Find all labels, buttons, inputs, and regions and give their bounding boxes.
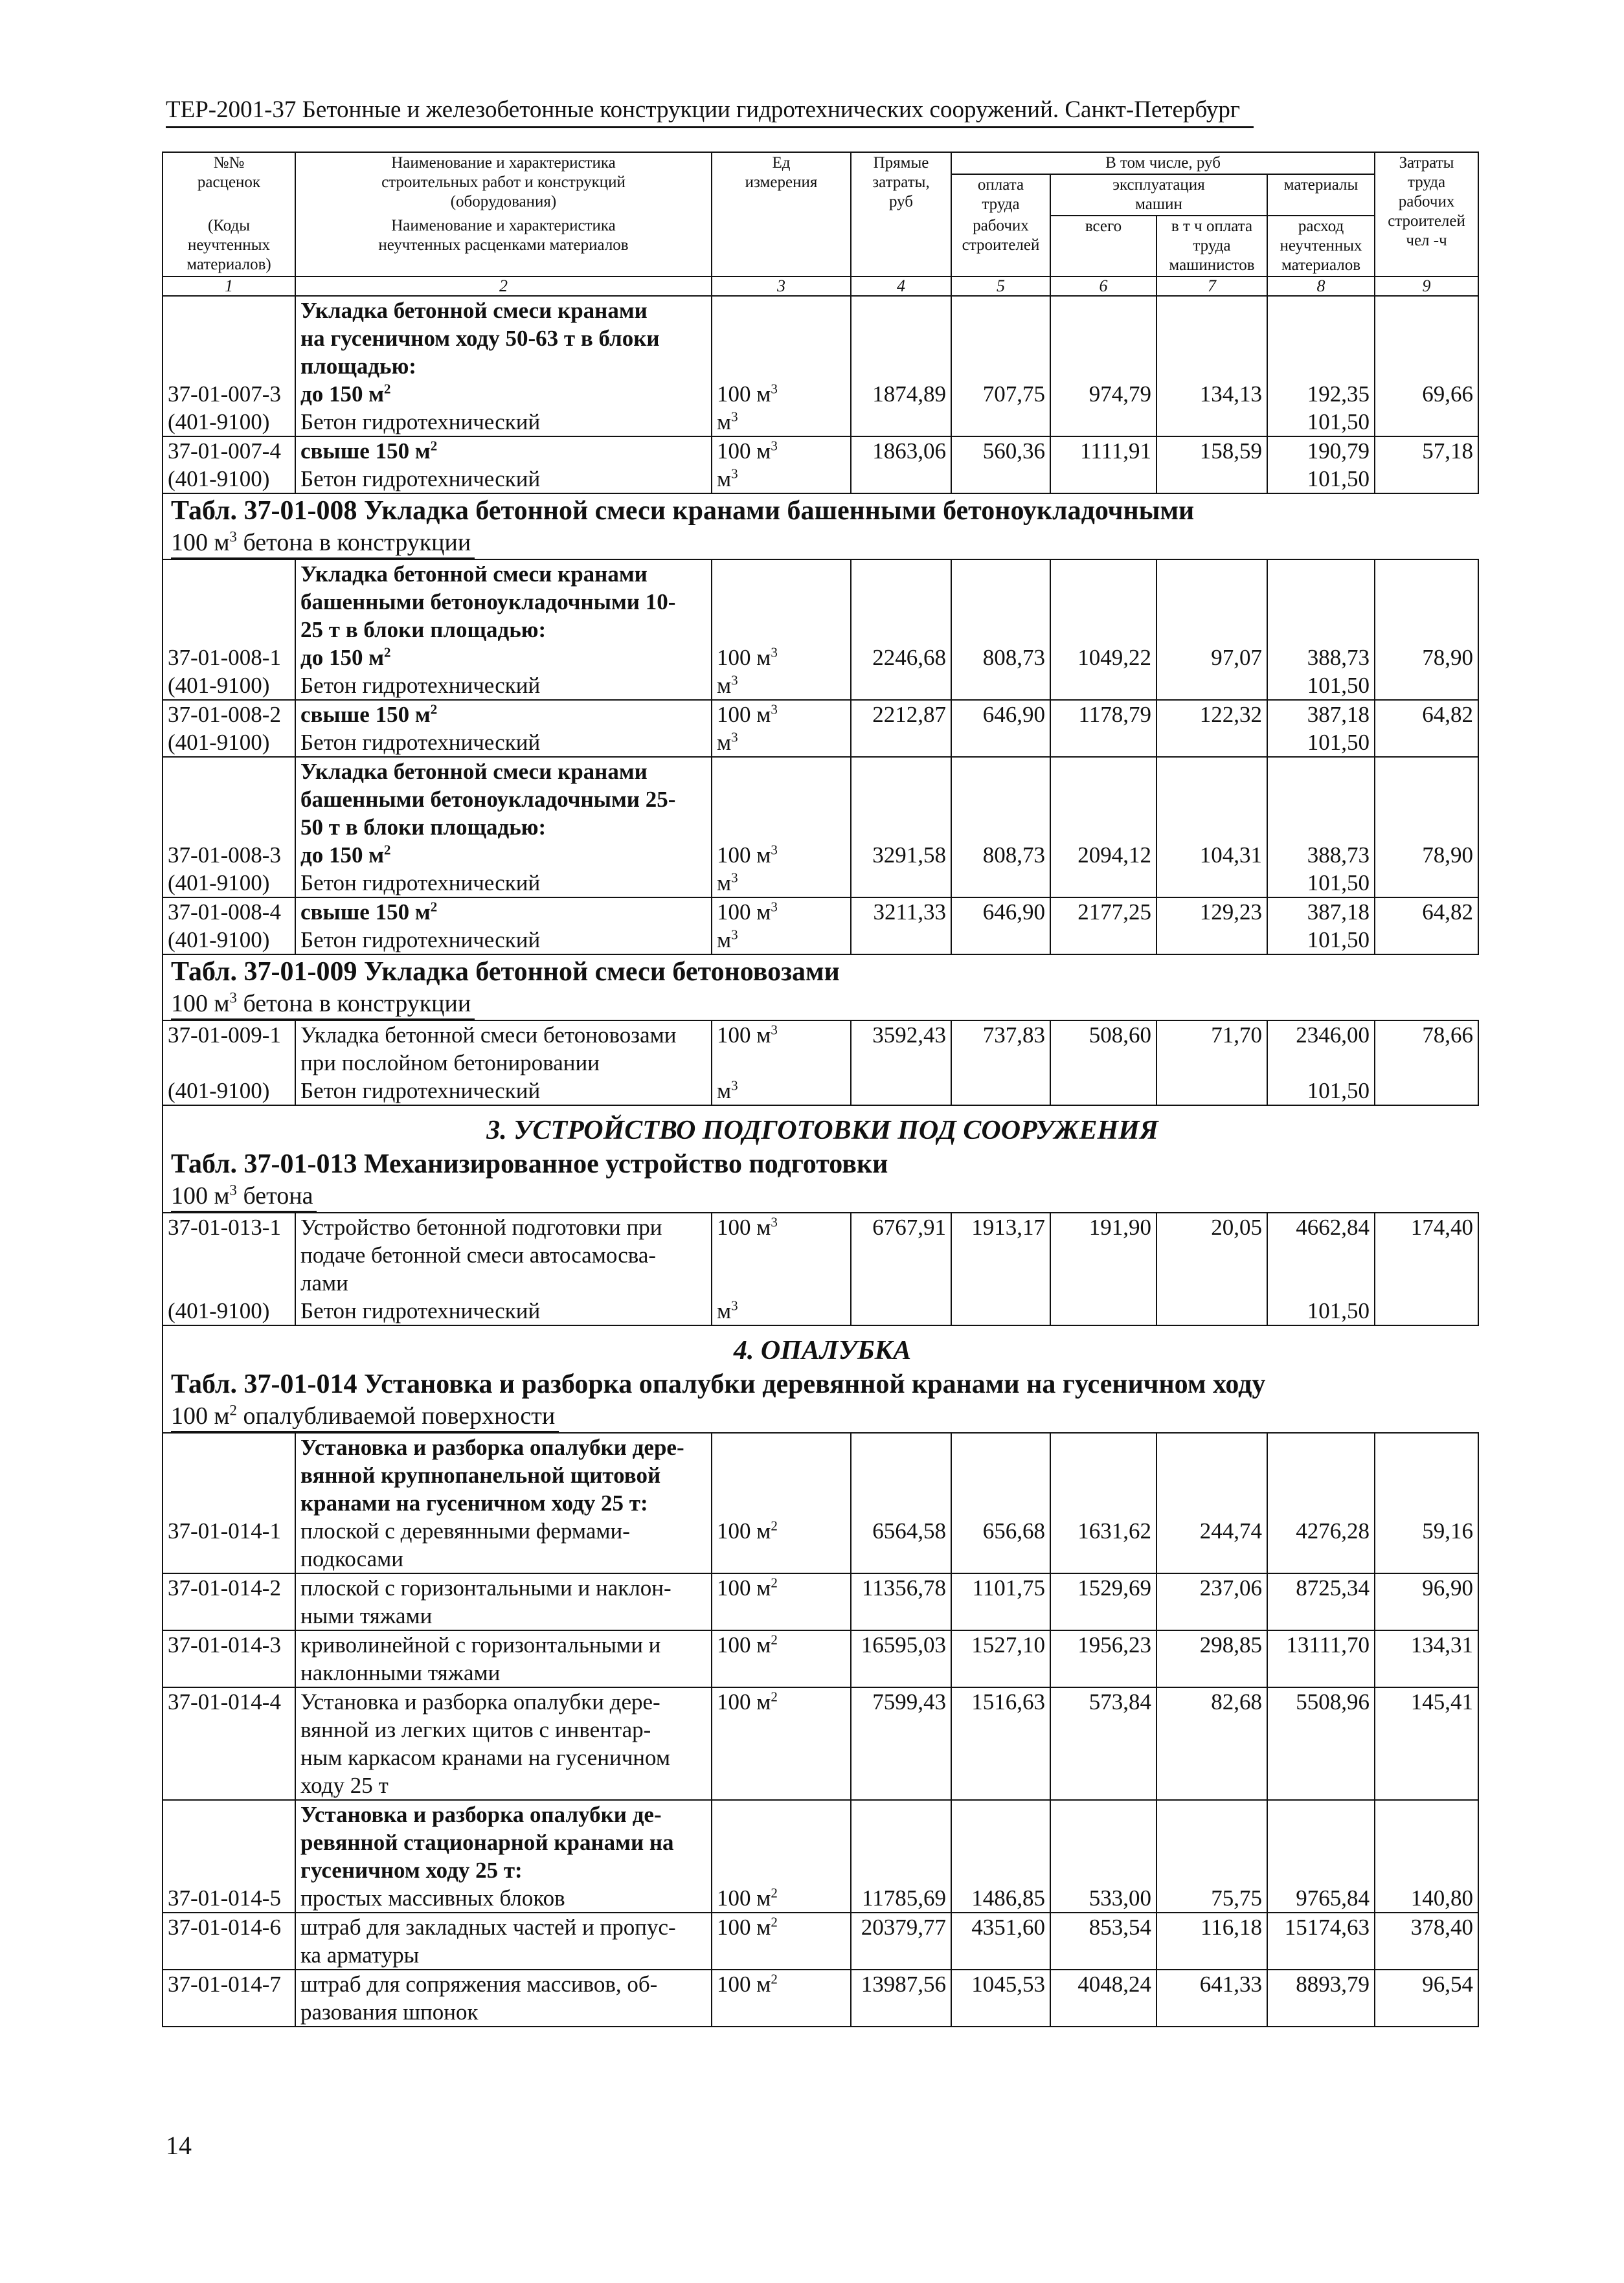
rate-code: 37-01-009-1 xyxy=(163,1020,295,1077)
col6-header: всего xyxy=(1050,216,1156,276)
rate-code: 37-01-008-2 xyxy=(163,700,295,728)
table-title: Табл. 37-01-008 Укладка бетонной смеси кранами башенными бетоноукладочными xyxy=(163,493,1478,528)
table-row xyxy=(163,1884,1478,1913)
materials: 4276,28 xyxy=(1267,1517,1375,1573)
rate-code: 37-01-008-3 xyxy=(163,841,295,869)
material-code: (401-9100) xyxy=(163,671,295,700)
labor-pay: 1486,85 xyxy=(951,1884,1050,1913)
machinist-pay: 104,31 xyxy=(1156,841,1267,869)
unit: $м^3$ xyxy=(712,465,851,493)
material-name: Бетон гидротехнический xyxy=(295,728,712,757)
direct-costs: 7599,43 xyxy=(851,1687,951,1800)
labor-pay: 1101,75 xyxy=(951,1573,1050,1630)
labor-pay: 4351,60 xyxy=(951,1913,1050,1970)
machinist-pay: 82,68 xyxy=(1156,1687,1267,1800)
table-row xyxy=(163,1913,1478,1970)
machinist-pay: 97,07 xyxy=(1156,644,1267,671)
rate-code: 37-01-014-7 xyxy=(163,1970,295,2027)
rates-table-wrapper xyxy=(162,152,1478,2027)
labor-hours: 64,82 xyxy=(1375,700,1478,728)
labor-hours: 64,82 xyxy=(1375,897,1478,926)
unit: $м^3$ xyxy=(712,869,851,897)
unit: 100 $м^3$ xyxy=(712,1020,851,1077)
material-name: Бетон гидротехнический xyxy=(295,671,712,700)
rate-code: 37-01-007-4 xyxy=(163,436,295,465)
labor-hours: 174,40 xyxy=(1375,1213,1478,1297)
labor-hours: 78,90 xyxy=(1375,644,1478,671)
labor-hours: 57,18 xyxy=(1375,436,1478,465)
material-code: (401-9100) xyxy=(163,728,295,757)
col4-header: Прямые затраты, руб xyxy=(851,152,951,276)
materials: 190,79 xyxy=(1267,436,1375,465)
machines-total: 191,90 xyxy=(1050,1213,1156,1297)
rate-code: 37-01-007-3 xyxy=(163,380,295,408)
table-row xyxy=(163,436,1478,465)
rate-name: плоской с деревянными фермами- подкосами xyxy=(295,1517,712,1573)
labor-pay: 560,36 xyxy=(951,436,1050,465)
unit: $м^3$ xyxy=(712,1077,851,1105)
machines-total: 2094,12 xyxy=(1050,841,1156,869)
materials: 387,18 xyxy=(1267,700,1375,728)
unit: 100 $м^3$ xyxy=(712,436,851,465)
rate-name: свыше 150 $м^2$ xyxy=(295,897,712,926)
section-row xyxy=(163,1325,1478,1367)
col1-header-bottom: (Коды неучтенных материалов) xyxy=(163,216,295,276)
column-number-row xyxy=(163,276,1478,296)
table-row xyxy=(163,1800,1478,1884)
direct-costs: 2246,68 xyxy=(851,644,951,671)
material-qty: 101,50 xyxy=(1267,465,1375,493)
table-subtitle-row xyxy=(163,1181,1478,1213)
rate-name: до 150 $м^2$ xyxy=(295,841,712,869)
table-row xyxy=(163,1213,1478,1297)
table-row xyxy=(163,380,1478,408)
machines-total: 1049,22 xyxy=(1050,644,1156,671)
direct-costs: 1863,06 xyxy=(851,436,951,465)
table-row xyxy=(163,1573,1478,1630)
machines-total: 1631,62 xyxy=(1050,1517,1156,1573)
rate-name: Устройство бетонной подготовки при подаче бетонной смеси автосамосва- лами xyxy=(295,1213,712,1297)
machines-total: 1178,79 xyxy=(1050,700,1156,728)
direct-costs: 6564,58 xyxy=(851,1517,951,1573)
labor-pay: 1516,63 xyxy=(951,1687,1050,1800)
table-title: Табл. 37-01-009 Укладка бетонной смеси бетоновозами xyxy=(163,954,1478,989)
table-title-row xyxy=(163,1367,1478,1401)
direct-costs: 11785,69 xyxy=(851,1884,951,1913)
labor-pay: 1913,17 xyxy=(951,1213,1050,1297)
col-num: 7 xyxy=(1156,276,1267,296)
group-heading: Установка и разборка опалубки де- ревянной стационарной кранами на гусеничном ходу 25 т: xyxy=(295,1800,712,1884)
materials: 388,73 xyxy=(1267,644,1375,671)
labor-pay: 1527,10 xyxy=(951,1630,1050,1687)
table-subtitle-row xyxy=(163,528,1478,559)
labor-pay: 707,75 xyxy=(951,380,1050,408)
labor-hours: 378,40 xyxy=(1375,1913,1478,1970)
materials: 387,18 xyxy=(1267,897,1375,926)
direct-costs: 20379,77 xyxy=(851,1913,951,1970)
rate-name: плоской с горизонтальными и наклон- ными тяжами xyxy=(295,1573,712,1630)
group-heading: Укладка бетонной смеси кранами башенными бетоноукладочными 25- 50 т в блоки площадью: xyxy=(295,757,712,841)
materials: 9765,84 xyxy=(1267,1884,1375,1913)
table-row xyxy=(163,1433,1478,1517)
unit: 100 $м^2$ xyxy=(712,1517,851,1573)
table-title: Табл. 37-01-013 Механизированное устройство подготовки xyxy=(163,1147,1478,1181)
machines-total: 2177,25 xyxy=(1050,897,1156,926)
labor-pay: 656,68 xyxy=(951,1517,1050,1573)
col-num: 3 xyxy=(712,276,851,296)
table-row xyxy=(163,296,1478,380)
unit: 100 $м^3$ xyxy=(712,1213,851,1297)
rates-table xyxy=(162,152,1479,2027)
material-row xyxy=(163,1077,1478,1105)
material-name: Бетон гидротехнический xyxy=(295,1077,712,1105)
col-num: 2 xyxy=(295,276,712,296)
material-qty: 101,50 xyxy=(1267,1077,1375,1105)
rate-name: криволинейной с горизонтальными и наклонными тяжами xyxy=(295,1630,712,1687)
table-row xyxy=(163,897,1478,926)
material-row xyxy=(163,1297,1478,1325)
table-subtitle: 100 $м^3$ бетона xyxy=(163,1181,1478,1213)
unit: 100 $м^3$ xyxy=(712,897,851,926)
col-num: 6 xyxy=(1050,276,1156,296)
unit: 100 $м^2$ xyxy=(712,1970,851,2027)
table-subtitle: 100 $м^3$ бетона в конструкции xyxy=(163,528,1478,559)
section-row xyxy=(163,1105,1478,1147)
machines-total: 1956,23 xyxy=(1050,1630,1156,1687)
direct-costs: 2212,87 xyxy=(851,700,951,728)
table-row xyxy=(163,559,1478,644)
col67-header-top: эксплуатация машин xyxy=(1050,174,1267,216)
rate-code: 37-01-014-4 xyxy=(163,1687,295,1800)
rate-code: 37-01-014-2 xyxy=(163,1573,295,1630)
material-code: (401-9100) xyxy=(163,408,295,436)
unit: $м^3$ xyxy=(712,671,851,700)
material-code: (401-9100) xyxy=(163,465,295,493)
material-code: (401-9100) xyxy=(163,926,295,954)
unit: 100 $м^2$ xyxy=(712,1913,851,1970)
material-qty: 101,50 xyxy=(1267,671,1375,700)
rate-name: простых массивных блоков xyxy=(295,1884,712,1913)
machines-total: 853,54 xyxy=(1050,1913,1156,1970)
machines-total: 1529,69 xyxy=(1050,1573,1156,1630)
direct-costs: 3291,58 xyxy=(851,841,951,869)
machinist-pay: 116,18 xyxy=(1156,1913,1267,1970)
machines-total: 4048,24 xyxy=(1050,1970,1156,2027)
labor-hours: 134,31 xyxy=(1375,1630,1478,1687)
materials: 8893,79 xyxy=(1267,1970,1375,2027)
page-header: ТЕР-2001-37 Бетонные и железобетонные конструкции гидротехнических сооружений. Санкт-Петербург xyxy=(166,96,1254,128)
col8-header: расход неучтенных материалов xyxy=(1267,216,1375,276)
materials: 192,35 xyxy=(1267,380,1375,408)
table-row xyxy=(163,644,1478,671)
machinist-pay: 158,59 xyxy=(1156,436,1267,465)
machines-total: 1111,91 xyxy=(1050,436,1156,465)
col5-header-bottom: рабочих строителей xyxy=(951,216,1050,276)
material-name: Бетон гидротехнический xyxy=(295,869,712,897)
unit: $м^3$ xyxy=(712,408,851,436)
table-title: Табл. 37-01-014 Установка и разборка опалубки деревянной кранами на гусеничном ходу xyxy=(163,1367,1478,1401)
rate-name: свыше 150 $м^2$ xyxy=(295,700,712,728)
labor-hours: 145,41 xyxy=(1375,1687,1478,1800)
table-subtitle: 100 $м^2$ опалубливаемой поверхности xyxy=(163,1401,1478,1433)
col-num: 4 xyxy=(851,276,951,296)
rate-name: штраб для сопряжения массивов, об- разования шпонок xyxy=(295,1970,712,2027)
material-row xyxy=(163,671,1478,700)
machines-total: 533,00 xyxy=(1050,1884,1156,1913)
rate-name: до 150 $м^2$ xyxy=(295,380,712,408)
col2-header-top: Наименование и характеристика строительных работ и конструкций (оборудования) xyxy=(295,152,712,216)
labor-pay: 1045,53 xyxy=(951,1970,1050,2027)
direct-costs: 3211,33 xyxy=(851,897,951,926)
labor-hours: 78,90 xyxy=(1375,841,1478,869)
col1-header-top: №№ расценок xyxy=(163,152,295,216)
table-row xyxy=(163,841,1478,869)
machinist-pay: 244,74 xyxy=(1156,1517,1267,1573)
machinist-pay: 298,85 xyxy=(1156,1630,1267,1687)
header-row-1 xyxy=(163,152,1478,174)
table-row xyxy=(163,1970,1478,2027)
direct-costs: 1874,89 xyxy=(851,380,951,408)
labor-pay: 646,90 xyxy=(951,897,1050,926)
table-subtitle: 100 $м^3$ бетона в конструкции xyxy=(163,989,1478,1020)
labor-hours: 78,66 xyxy=(1375,1020,1478,1077)
group-heading: Укладка бетонной смеси кранами башенными бетоноукладочными 10- 25 т в блоки площадью: xyxy=(295,559,712,644)
material-qty: 101,50 xyxy=(1267,1297,1375,1325)
rate-code: 37-01-014-1 xyxy=(163,1517,295,1573)
col-num: 9 xyxy=(1375,276,1478,296)
material-name: Бетон гидротехнический xyxy=(295,1297,712,1325)
rate-code: 37-01-014-5 xyxy=(163,1884,295,1913)
table-title-row xyxy=(163,493,1478,528)
table-row xyxy=(163,1020,1478,1077)
table-row xyxy=(163,1630,1478,1687)
table-title-row xyxy=(163,1147,1478,1181)
materials: 388,73 xyxy=(1267,841,1375,869)
materials: 15174,63 xyxy=(1267,1913,1375,1970)
material-qty: 101,50 xyxy=(1267,869,1375,897)
unit: $м^3$ xyxy=(712,1297,851,1325)
group-heading: Укладка бетонной смеси кранами на гусеничном ходу 50-63 т в блоки площадью: xyxy=(295,296,712,380)
unit: 100 $м^2$ xyxy=(712,1630,851,1687)
table-subtitle-row xyxy=(163,989,1478,1020)
materials: 8725,34 xyxy=(1267,1573,1375,1630)
col5-header-top: оплата труда xyxy=(951,174,1050,216)
material-name: Бетон гидротехнический xyxy=(295,408,712,436)
col2-header-bottom: Наименование и характеристика неучтенных расценками материалов xyxy=(295,216,712,276)
labor-hours: 59,16 xyxy=(1375,1517,1478,1573)
rate-code: 37-01-008-4 xyxy=(163,897,295,926)
col9-header: Затраты труда рабочих строителей чел -ч xyxy=(1375,152,1478,276)
unit: 100 $м^3$ xyxy=(712,644,851,671)
material-code: (401-9100) xyxy=(163,869,295,897)
material-row xyxy=(163,869,1478,897)
labor-hours: 96,54 xyxy=(1375,1970,1478,2027)
material-qty: 101,50 xyxy=(1267,728,1375,757)
unit: 100 $м^3$ xyxy=(712,700,851,728)
materials: 4662,84 xyxy=(1267,1213,1375,1297)
unit: 100 $м^3$ xyxy=(712,841,851,869)
machinist-pay: 134,13 xyxy=(1156,380,1267,408)
table-row xyxy=(163,1517,1478,1573)
unit: 100 $м^2$ xyxy=(712,1884,851,1913)
machinist-pay: 71,70 xyxy=(1156,1020,1267,1077)
rate-name: свыше 150 $м^2$ xyxy=(295,436,712,465)
group-heading: Установка и разборка опалубки дере- вянной крупнопанельной щитовой кранами на гусеничном ходу 25 т: xyxy=(295,1433,712,1517)
code-cell xyxy=(163,296,295,380)
labor-pay: 808,73 xyxy=(951,644,1050,671)
col8-header-top: материалы xyxy=(1267,174,1375,216)
table-subtitle-row xyxy=(163,1401,1478,1433)
table-title-row xyxy=(163,954,1478,989)
machinist-pay: 20,05 xyxy=(1156,1213,1267,1297)
section-heading: 4. ОПАЛУБКА xyxy=(163,1325,1478,1367)
material-name: Бетон гидротехнический xyxy=(295,465,712,493)
materials: 5508,96 xyxy=(1267,1687,1375,1800)
labor-pay: 737,83 xyxy=(951,1020,1050,1077)
col7-header: в т ч оплата труда машинистов xyxy=(1156,216,1267,276)
machines-total: 573,84 xyxy=(1050,1687,1156,1800)
col-num: 1 xyxy=(163,276,295,296)
direct-costs: 13987,56 xyxy=(851,1970,951,2027)
material-row xyxy=(163,728,1478,757)
table-row xyxy=(163,700,1478,728)
page-number: 14 xyxy=(166,2131,192,2160)
rate-code: 37-01-013-1 xyxy=(163,1213,295,1297)
labor-hours: 69,66 xyxy=(1375,380,1478,408)
material-row xyxy=(163,408,1478,436)
section-heading: 3. УСТРОЙСТВО ПОДГОТОВКИ ПОД СООРУЖЕНИЯ xyxy=(163,1105,1478,1147)
labor-pay: 808,73 xyxy=(951,841,1050,869)
rate-name: штраб для закладных частей и пропус- ка арматуры xyxy=(295,1913,712,1970)
col3-header: Ед измерения xyxy=(712,152,851,276)
table-row xyxy=(163,1687,1478,1800)
direct-costs: 16595,03 xyxy=(851,1630,951,1687)
machinist-pay: 641,33 xyxy=(1156,1970,1267,2027)
rate-code: 37-01-008-1 xyxy=(163,644,295,671)
unit: $м^3$ xyxy=(712,926,851,954)
direct-costs: 11356,78 xyxy=(851,1573,951,1630)
material-qty: 101,50 xyxy=(1267,408,1375,436)
material-qty: 101,50 xyxy=(1267,926,1375,954)
machinist-pay: 75,75 xyxy=(1156,1884,1267,1913)
rate-name: Укладка бетонной смеси бетоновозами при послойном бетонировании xyxy=(295,1020,712,1077)
machinist-pay: 237,06 xyxy=(1156,1573,1267,1630)
labor-hours: 96,90 xyxy=(1375,1573,1478,1630)
rate-code: 37-01-014-3 xyxy=(163,1630,295,1687)
material-row xyxy=(163,926,1478,954)
machinist-pay: 129,23 xyxy=(1156,897,1267,926)
materials: 2346,00 xyxy=(1267,1020,1375,1077)
material-code: (401-9100) xyxy=(163,1077,295,1105)
machinist-pay: 122,32 xyxy=(1156,700,1267,728)
direct-costs: 3592,43 xyxy=(851,1020,951,1077)
direct-costs: 6767,91 xyxy=(851,1213,951,1297)
unit: 100 $м^2$ xyxy=(712,1687,851,1800)
rate-code: 37-01-014-6 xyxy=(163,1913,295,1970)
rate-name: Установка и разборка опалубки дере- вянной из легких щитов с инвентар- ным каркасом кранами на гусеничном ходу 25 т xyxy=(295,1687,712,1800)
unit: $м^3$ xyxy=(712,728,851,757)
material-row xyxy=(163,465,1478,493)
rate-name: до 150 $м^2$ xyxy=(295,644,712,671)
unit: 100 $м^3$ xyxy=(712,380,851,408)
machines-total: 974,79 xyxy=(1050,380,1156,408)
materials: 13111,70 xyxy=(1267,1630,1375,1687)
col-group-header: В том числе, руб xyxy=(951,152,1375,174)
labor-hours: 140,80 xyxy=(1375,1884,1478,1913)
material-code: (401-9100) xyxy=(163,1297,295,1325)
labor-pay: 646,90 xyxy=(951,700,1050,728)
unit: 100 $м^2$ xyxy=(712,1573,851,1630)
col-num: 8 xyxy=(1267,276,1375,296)
machines-total: 508,60 xyxy=(1050,1020,1156,1077)
material-name: Бетон гидротехнический xyxy=(295,926,712,954)
table-row xyxy=(163,757,1478,841)
col-num: 5 xyxy=(951,276,1050,296)
